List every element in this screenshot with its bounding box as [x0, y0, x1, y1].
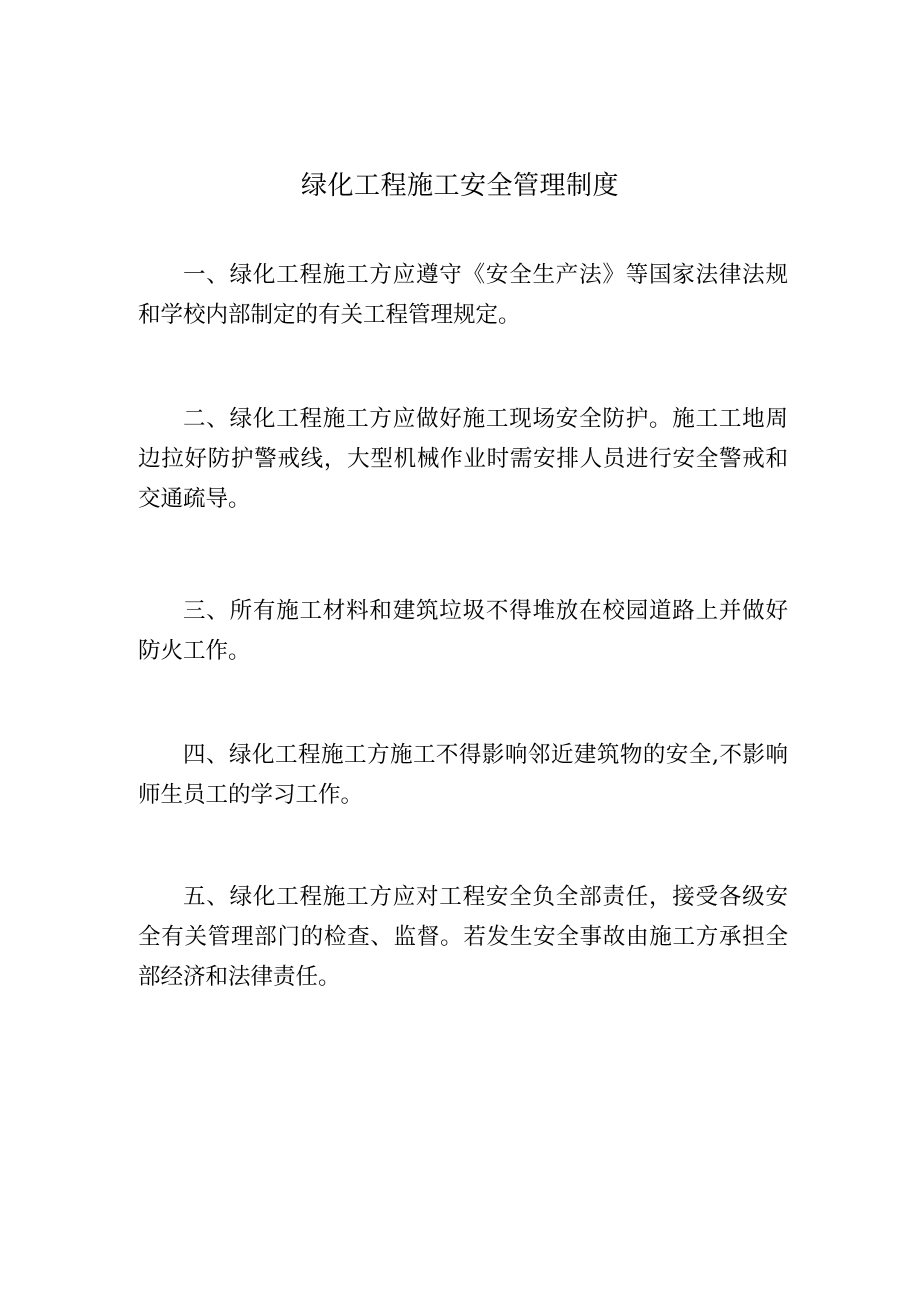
- clause-4: 四、绿化工程施工方施工不得影响邻近建筑物的安全,不影响师生员工的学习工作。: [138, 742, 788, 808]
- clause-1: 一、绿化工程施工方应遵守《安全生产法》等国家法律法规和学校内部制定的有关工程管理规定。: [138, 262, 788, 328]
- clause-3: 三、所有施工材料和建筑垃圾不得堆放在校园道路上并做好防火工作。: [138, 598, 788, 664]
- document-title: 绿化工程施工安全管理制度: [300, 171, 619, 201]
- clause-5: 五、绿化工程施工方应对工程安全负全部责任，接受各级安全有关管理部门的检查、监督。若发生安全事故由施工方承担全部经济和法律责任。: [138, 884, 788, 990]
- clause-2: 二、绿化工程施工方应做好施工现场安全防护。施工工地周边拉好防护警戒线，大型机械作业时需安排人员进行安全警戒和交通疏导。: [138, 406, 788, 512]
